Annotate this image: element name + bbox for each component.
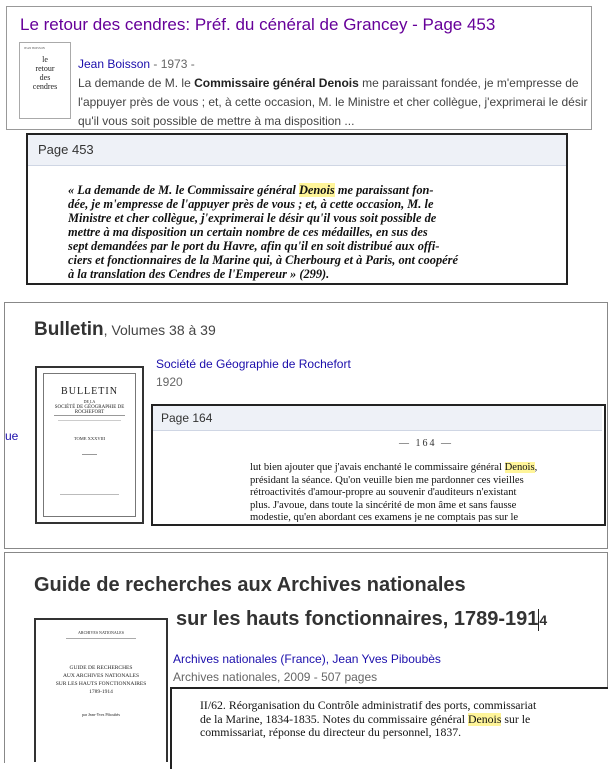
page-label-1: Page 453 — [28, 135, 566, 166]
scan-line: à la translation des Cendres de l'Empereur » (299). — [68, 267, 330, 281]
book-cover-1[interactable]: JEAN BOISSON le retour des cendres — [19, 42, 71, 119]
left-fragment: ue — [5, 429, 19, 443]
publisher-year-3: Archives nationales, 2009 - 507 pages — [173, 670, 378, 684]
result-card-3 — [4, 552, 608, 763]
scan-line: « La demande de M. le Commissaire général Denois me paraissant fon- — [68, 183, 434, 197]
page-preview-1[interactable] — [26, 133, 568, 285]
book-cover-2[interactable]: BULLETIN DE LA SOCIÉTÉ DE GÉOGRAPHIE DE ROCHEFORT TOME XXXVIII — [35, 366, 144, 524]
result-card-1 — [6, 6, 592, 130]
scan-line: plus. J'avoue, dans toute la sincérité de mon âme et sans fausse — [250, 499, 517, 511]
authors-link-3[interactable]: Archives nationales (France), Jean Yves Piboubès — [173, 652, 441, 666]
scan-line: rétroactivités d'amour-propre au souvenir d'auditeurs n'existant — [250, 487, 517, 498]
scan-text-2 — [250, 462, 595, 522]
page-preview-3[interactable] — [170, 687, 608, 769]
scan-line: commissariat, réponse du directeur du personnel, 1837. — [200, 726, 462, 739]
book-cover-3[interactable]: ARCHIVES NATIONALES GUIDE DE RECHERCHES AUX ARCHIVES NATIONALES SUR LES HAUTS FONCTIONNAIRES 1789-1914 par Jean-Yves Piboubès — [34, 618, 168, 762]
result-2-meta — [156, 355, 351, 391]
author-link-1[interactable]: Jean Boisson — [78, 57, 151, 71]
scan-line: Ministre et cher collègue, j'exprimerai le désir qu'il vous soit possible de — [68, 211, 437, 225]
scan-line: ciers et fonctionnaires de la Marine qui, à Cherbourg et à Paris, ont coopéré — [68, 253, 458, 267]
scan-line: sept demandées par le port du Havre, afin qu'il en soit distribué aux offi- — [68, 239, 440, 253]
scan-line: dée, je m'empresse de l'appuyer près de vous ; et, à cette occasion, M. le — [68, 197, 434, 211]
scan-text-1 — [68, 183, 558, 281]
page-label-2: Page 164 — [153, 406, 602, 431]
result-3-title-line-1[interactable]: Guide de recherches aux Archives nationales — [34, 574, 466, 596]
publisher-link-2[interactable]: Société de Géographie de Rochefort — [156, 357, 351, 371]
scan-line: modestie, qu'en abordant ces examens je ne comptais pas sur le — [250, 512, 519, 522]
scan-line: lut bien ajouter que j'avais enchanté le commissaire général Denois, — [250, 462, 538, 473]
scan-text-3 — [200, 699, 606, 755]
year-2: 1920 — [156, 375, 183, 389]
page-number-2: — 164 — — [399, 438, 453, 449]
year-1: - 1973 - — [150, 57, 195, 71]
result-card-2 — [4, 302, 608, 549]
scan-line: présidant la séance. Qu'on veuille bien me pardonner ces vieilles — [250, 474, 524, 486]
result-2-title-row — [34, 319, 216, 341]
scan-line: de la Marine, 1834-1835. Notes du commissaire général Denois sur le — [200, 712, 531, 726]
scan-line: II/62. Réorganisation du Contrôle administratif des ports, commissariat — [200, 699, 537, 712]
result-3-title-line-2[interactable]: sur les hauts fonctionnaires, 1789-1914 — [176, 608, 548, 630]
result-1-title[interactable]: Le retour des cendres: Préf. du cénéral de Grancey - Page 453 — [20, 15, 496, 34]
scan-line: mettre à ma disposition un certain nombre de ces médailles, en sus des — [68, 225, 428, 239]
result-3-meta — [173, 650, 441, 686]
page-preview-2[interactable] — [151, 404, 606, 526]
result-2-title[interactable]: Bulletin — [34, 319, 104, 340]
snippet-1: La demande de M. le Commissaire général Denois me paraissant fondée, je m'empresse de l'appuyer près de vous ; et, à cette occasion, M. le Ministre et cher collègue, j'exprimerai le désir qu'il vous soit possible de mettre à ma disposition ... — [78, 76, 588, 128]
result-2-volumes: , Volumes 38 à 39 — [103, 322, 216, 338]
